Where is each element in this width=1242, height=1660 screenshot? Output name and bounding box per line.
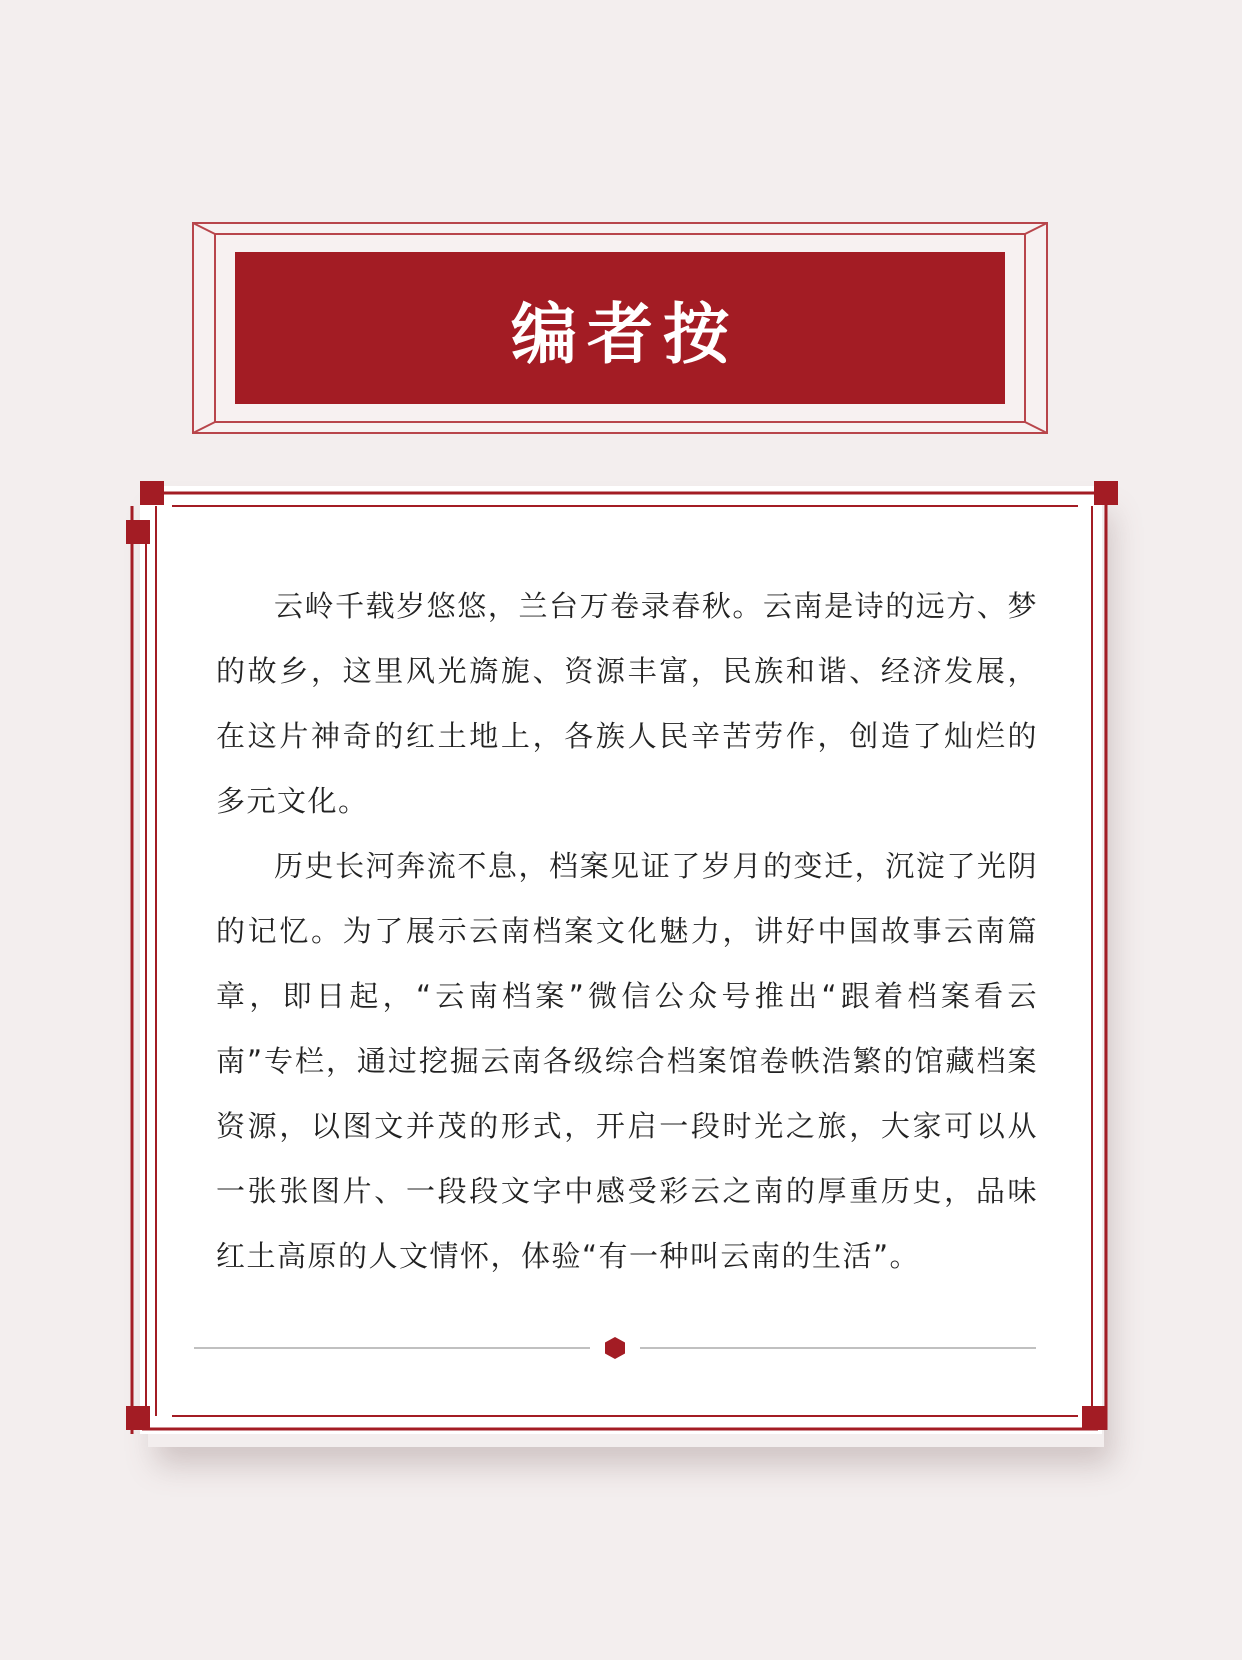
hexagon-ornament-icon (605, 1337, 625, 1359)
editor-note-text (216, 574, 1038, 1289)
page-title: 编者按 (511, 295, 739, 373)
paragraph-1: 云岭千载岁悠悠，兰台万卷录春秋。云南是诗的远方、梦的故乡，这里风光旖旎、资源丰富，民族和谐、经济发展，在这片神奇的红土地上，各族人民辛苦劳作，创造了灿烂的多元文化。 (216, 589, 1038, 818)
ornament-divider (194, 1336, 1036, 1360)
paragraph-2: 历史长河奔流不息，档案见证了岁月的变迁，沉淀了光阴的记忆。为了展示云南档案文化魅力，讲好中国故事云南篇章，即日起，“云南档案”微信公众号推出“跟着档案看云南”专栏，通过挖掘云南各级综合档案馆卷帙浩繁的馆藏档案资源，以图文并茂的形式，开启一段时光之旅，大家可以从一张张图片、一段段文字中感受彩云之南的厚重历史，品味红土高原的人文情怀，体验“有一种叫云南的生活”。 (216, 849, 1038, 1273)
title-plaque (192, 222, 1048, 434)
